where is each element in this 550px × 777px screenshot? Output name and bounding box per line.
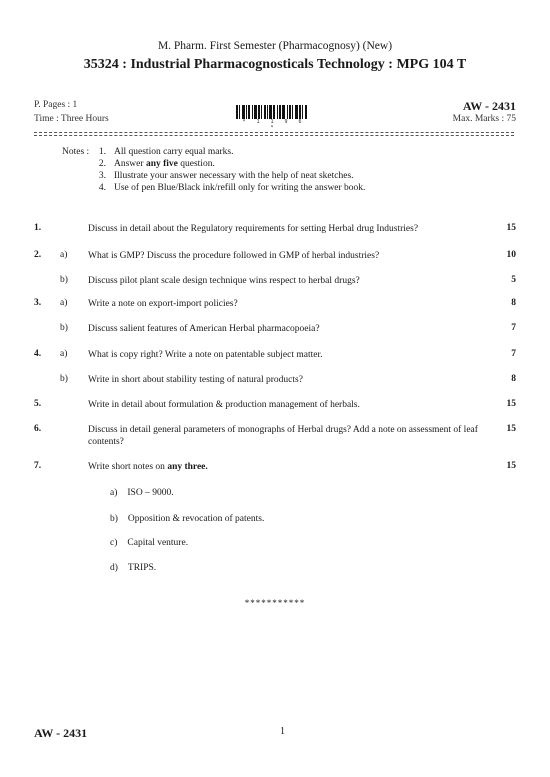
- end-of-paper-mark: ***********: [244, 598, 306, 608]
- course-line: M. Pharm. First Semester (Pharmacognosy) (New): [157, 40, 393, 52]
- header-divider-2: [34, 135, 514, 136]
- barcode-number: * 1 1 9 6 *: [242, 119, 306, 131]
- footer-code: AW - 2431: [34, 726, 88, 740]
- barcode-graphic: [236, 105, 312, 119]
- option-item: a) ISO – 9000.: [110, 488, 174, 498]
- time-allowed: Time : Three Hours: [34, 114, 109, 124]
- option-item: c) Capital venture.: [110, 538, 189, 548]
- page-count: P. Pages : 1: [34, 100, 78, 110]
- max-marks: Max. Marks : 75: [452, 114, 516, 124]
- option-item: b) Opposition & revocation of patents.: [110, 514, 265, 524]
- page-number: 1: [280, 726, 285, 737]
- paper-title: 35324 : Industrial Pharmacognosticals Technology : MPG 104 T: [83, 57, 467, 72]
- notes-label: Notes :: [62, 147, 90, 157]
- option-item: d) TRIPS.: [110, 563, 157, 573]
- header-divider: [34, 132, 514, 133]
- paper-code: AW - 2431: [462, 99, 516, 113]
